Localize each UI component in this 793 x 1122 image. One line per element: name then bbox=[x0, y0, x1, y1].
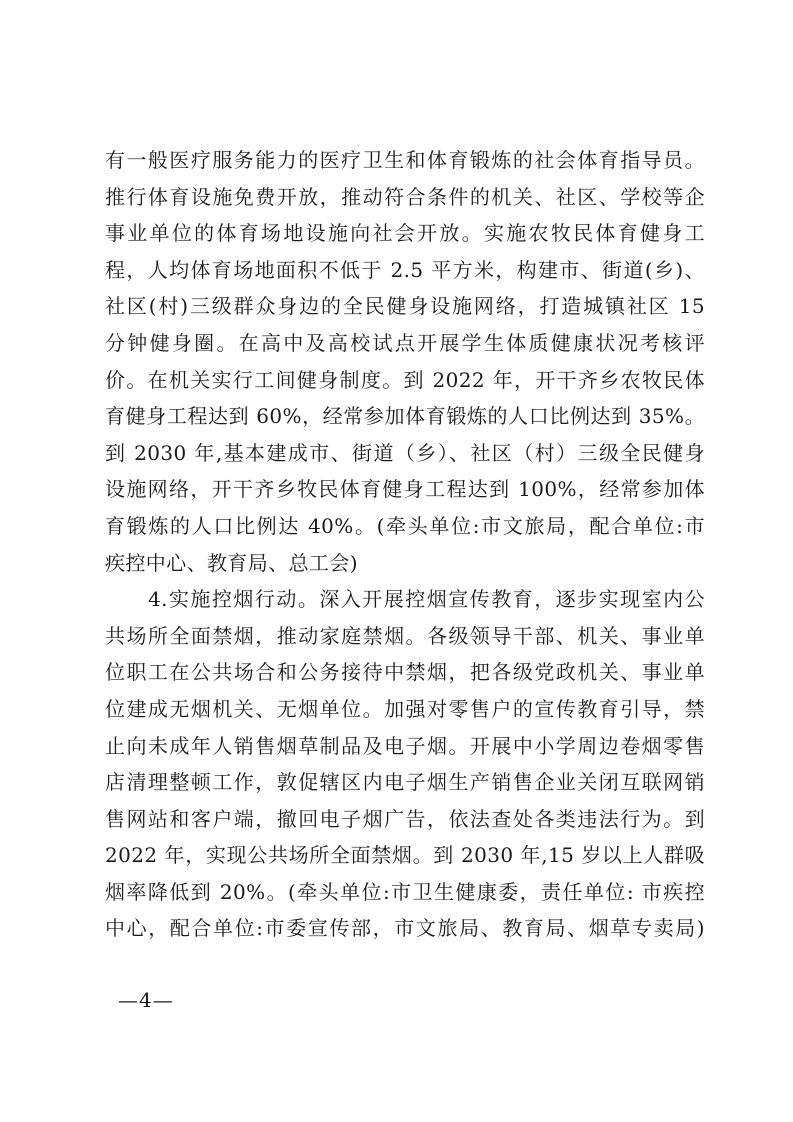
text-line: 程，人均体育场地面积不低于 2.5 平方米，构建市、街道(乡)、 bbox=[105, 257, 705, 282]
text-line: 推行体育设施免费开放，推动符合条件的机关、社区、学校等企 bbox=[105, 184, 705, 209]
text-line: 位职工在公共场合和公务接待中禁烟，把各级党政机关、事业单 bbox=[105, 660, 705, 685]
body-text bbox=[105, 142, 705, 947]
page-number: —4— bbox=[118, 988, 174, 1012]
text-line: 2022 年，实现公共场所全面禁烟。到 2030 年,15 岁以上人群吸 bbox=[105, 843, 705, 868]
text-line: 育健身工程达到 60%，经常参加体育锻炼的人口比例达到 35%。 bbox=[105, 404, 705, 429]
text-line: 有一般医疗服务能力的医疗卫生和体育锻炼的社会体育指导员。 bbox=[105, 148, 705, 172]
text-line: 止向未成年人销售烟草制品及电子烟。开展中小学周边卷烟零售 bbox=[105, 733, 705, 758]
text-line: 烟率降低到 20%。(牵头单位:市卫生健康委，责任单位: 市疾控 bbox=[105, 879, 705, 904]
text-line: 分钟健身圈。在高中及高校试点开展学生体质健康状况考核评 bbox=[105, 330, 705, 355]
text-line: 4.实施控烟行动。深入开展控烟宣传教育，逐步实现室内公 bbox=[105, 587, 705, 612]
text-line: 位建成无烟机关、无烟单位。加强对零售户的宣传教育引导，禁 bbox=[105, 696, 705, 721]
text-line: 设施网络，开干齐乡牧民体育健身工程达到 100%，经常参加体 bbox=[105, 477, 705, 502]
text-line: 售网站和客户端，撤回电子烟广告，依法查处各类违法行为。到 bbox=[105, 806, 705, 831]
text-line: 到 2030 年,基本建成市、街道（乡）、社区（村）三级全民健身 bbox=[105, 440, 705, 465]
text-line: 事业单位的体育场地设施向社会开放。实施农牧民体育健身工 bbox=[105, 221, 705, 246]
text-line: 社区(村)三级群众身边的全民健身设施网络，打造城镇社区 15 bbox=[105, 294, 705, 319]
text-line: 价。在机关实行工间健身制度。到 2022 年，开干齐乡农牧民体 bbox=[105, 367, 705, 392]
text-line: 中心，配合单位:市委宣传部，市文旅局、教育局、烟草专卖局) bbox=[105, 916, 705, 941]
text-line: 共场所全面禁烟，推动家庭禁烟。各级领导干部、机关、事业单 bbox=[105, 623, 705, 648]
text-line: 育锻炼的人口比例达 40%。(牵头单位:市文旅局，配合单位:市 bbox=[105, 513, 705, 538]
text-line: 店清理整顿工作，敦促辖区内电子烟生产销售企业关闭互联网销 bbox=[105, 770, 705, 795]
text-line: 疾控中心、教育局、总工会) bbox=[105, 550, 359, 575]
